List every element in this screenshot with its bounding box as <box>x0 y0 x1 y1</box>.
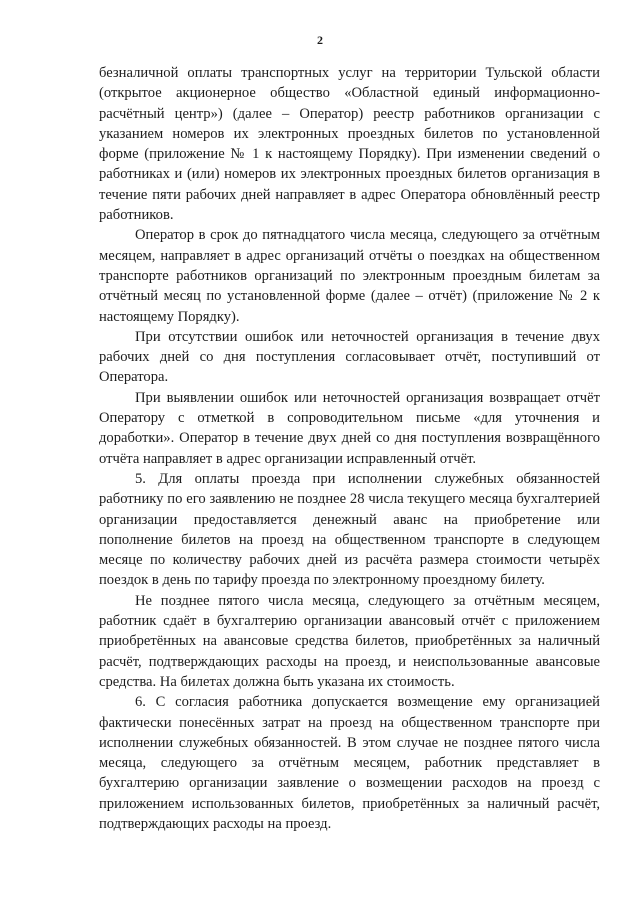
paragraph-registry-continuation: безналичной оплаты транспортных услуг на территории Тульской области (открытое акционерное общество «Областной единый информационно-расчётный центр») (далее – Оператор) реестр работников организации с указанием номеров их электронных проездных билетов по установленной форме (приложение № 1 к настоящему Порядку). При изменении сведений о работниках и (или) номеров их электронных проездных билетов организация в течение пяти рабочих дней направляет в адрес Оператора обновлённый реестр работников. <box>99 65 600 224</box>
paragraph-item-5-advance: 5. Для оплаты проезда при исполнении служебных обязанностей работнику по его заявлению не позднее 28 числа текущего месяца бухгалтерией организации предоставляется денежный аванс на приобретение или пополнение билетов на проезд на общественном транспорте в следующем месяце по количеству рабочих дней из расчёта размера стоимости четырёх поездок в день по тарифу проезда по электронному проездному билету. <box>99 470 600 589</box>
paragraph-report-approval: При отсутствии ошибок или неточностей организация в течение двух рабочих дней со дня поступления согласовывает отчёт, поступивший от Оператора. <box>99 328 600 386</box>
paragraph-item-6-reimbursement: 6. С согласия работника допускается возмещение ему организацией фактически понесённых затрат на проезд на общественном транспорте при исполнении служебных обязанностей. В этом случае не позднее пятого числа месяца, следующего за отчётным месяцем, работник представляет в бухгалтерию организации заявление о возмещении расходов на проезд с приложением использованных билетов, приобретённых за наличный расчёт, подтверждающих расходы на проезд. <box>99 694 600 832</box>
paragraph-report-errors: При выявлении ошибок или неточностей организация возвращает отчёт Оператору с отметкой в сопроводительном письме «для уточнения и доработки». Оператор в течение двух дней со дня поступления возвращённого отчёта направляет в адрес организации исправленный отчёт. <box>99 389 600 467</box>
paragraph-advance-report: Не позднее пятого числа месяца, следующего за отчётным месяцем, работник сдаёт в бухгалтерию организации авансовый отчёт с приложением приобретённых на авансовые средства билетов, приобретённых за наличный расчёт, подтверждающих расходы на проезд, и неиспользованные авансовые средства. На билетах должна быть указана их стоимость. <box>99 592 600 690</box>
document-body <box>99 63 600 834</box>
page-number: 2 <box>317 33 323 47</box>
paragraph-operator-reports: Оператор в срок до пятнадцатого числа месяца, следующего за отчётным месяцем, направляет в адрес организаций отчёты о поездках на общественном транспорте работников организаций по электронным проездным билетам за отчётный месяц по установленной форме (далее – отчёт) (приложение № 2 к настоящему Порядку). <box>99 227 600 325</box>
